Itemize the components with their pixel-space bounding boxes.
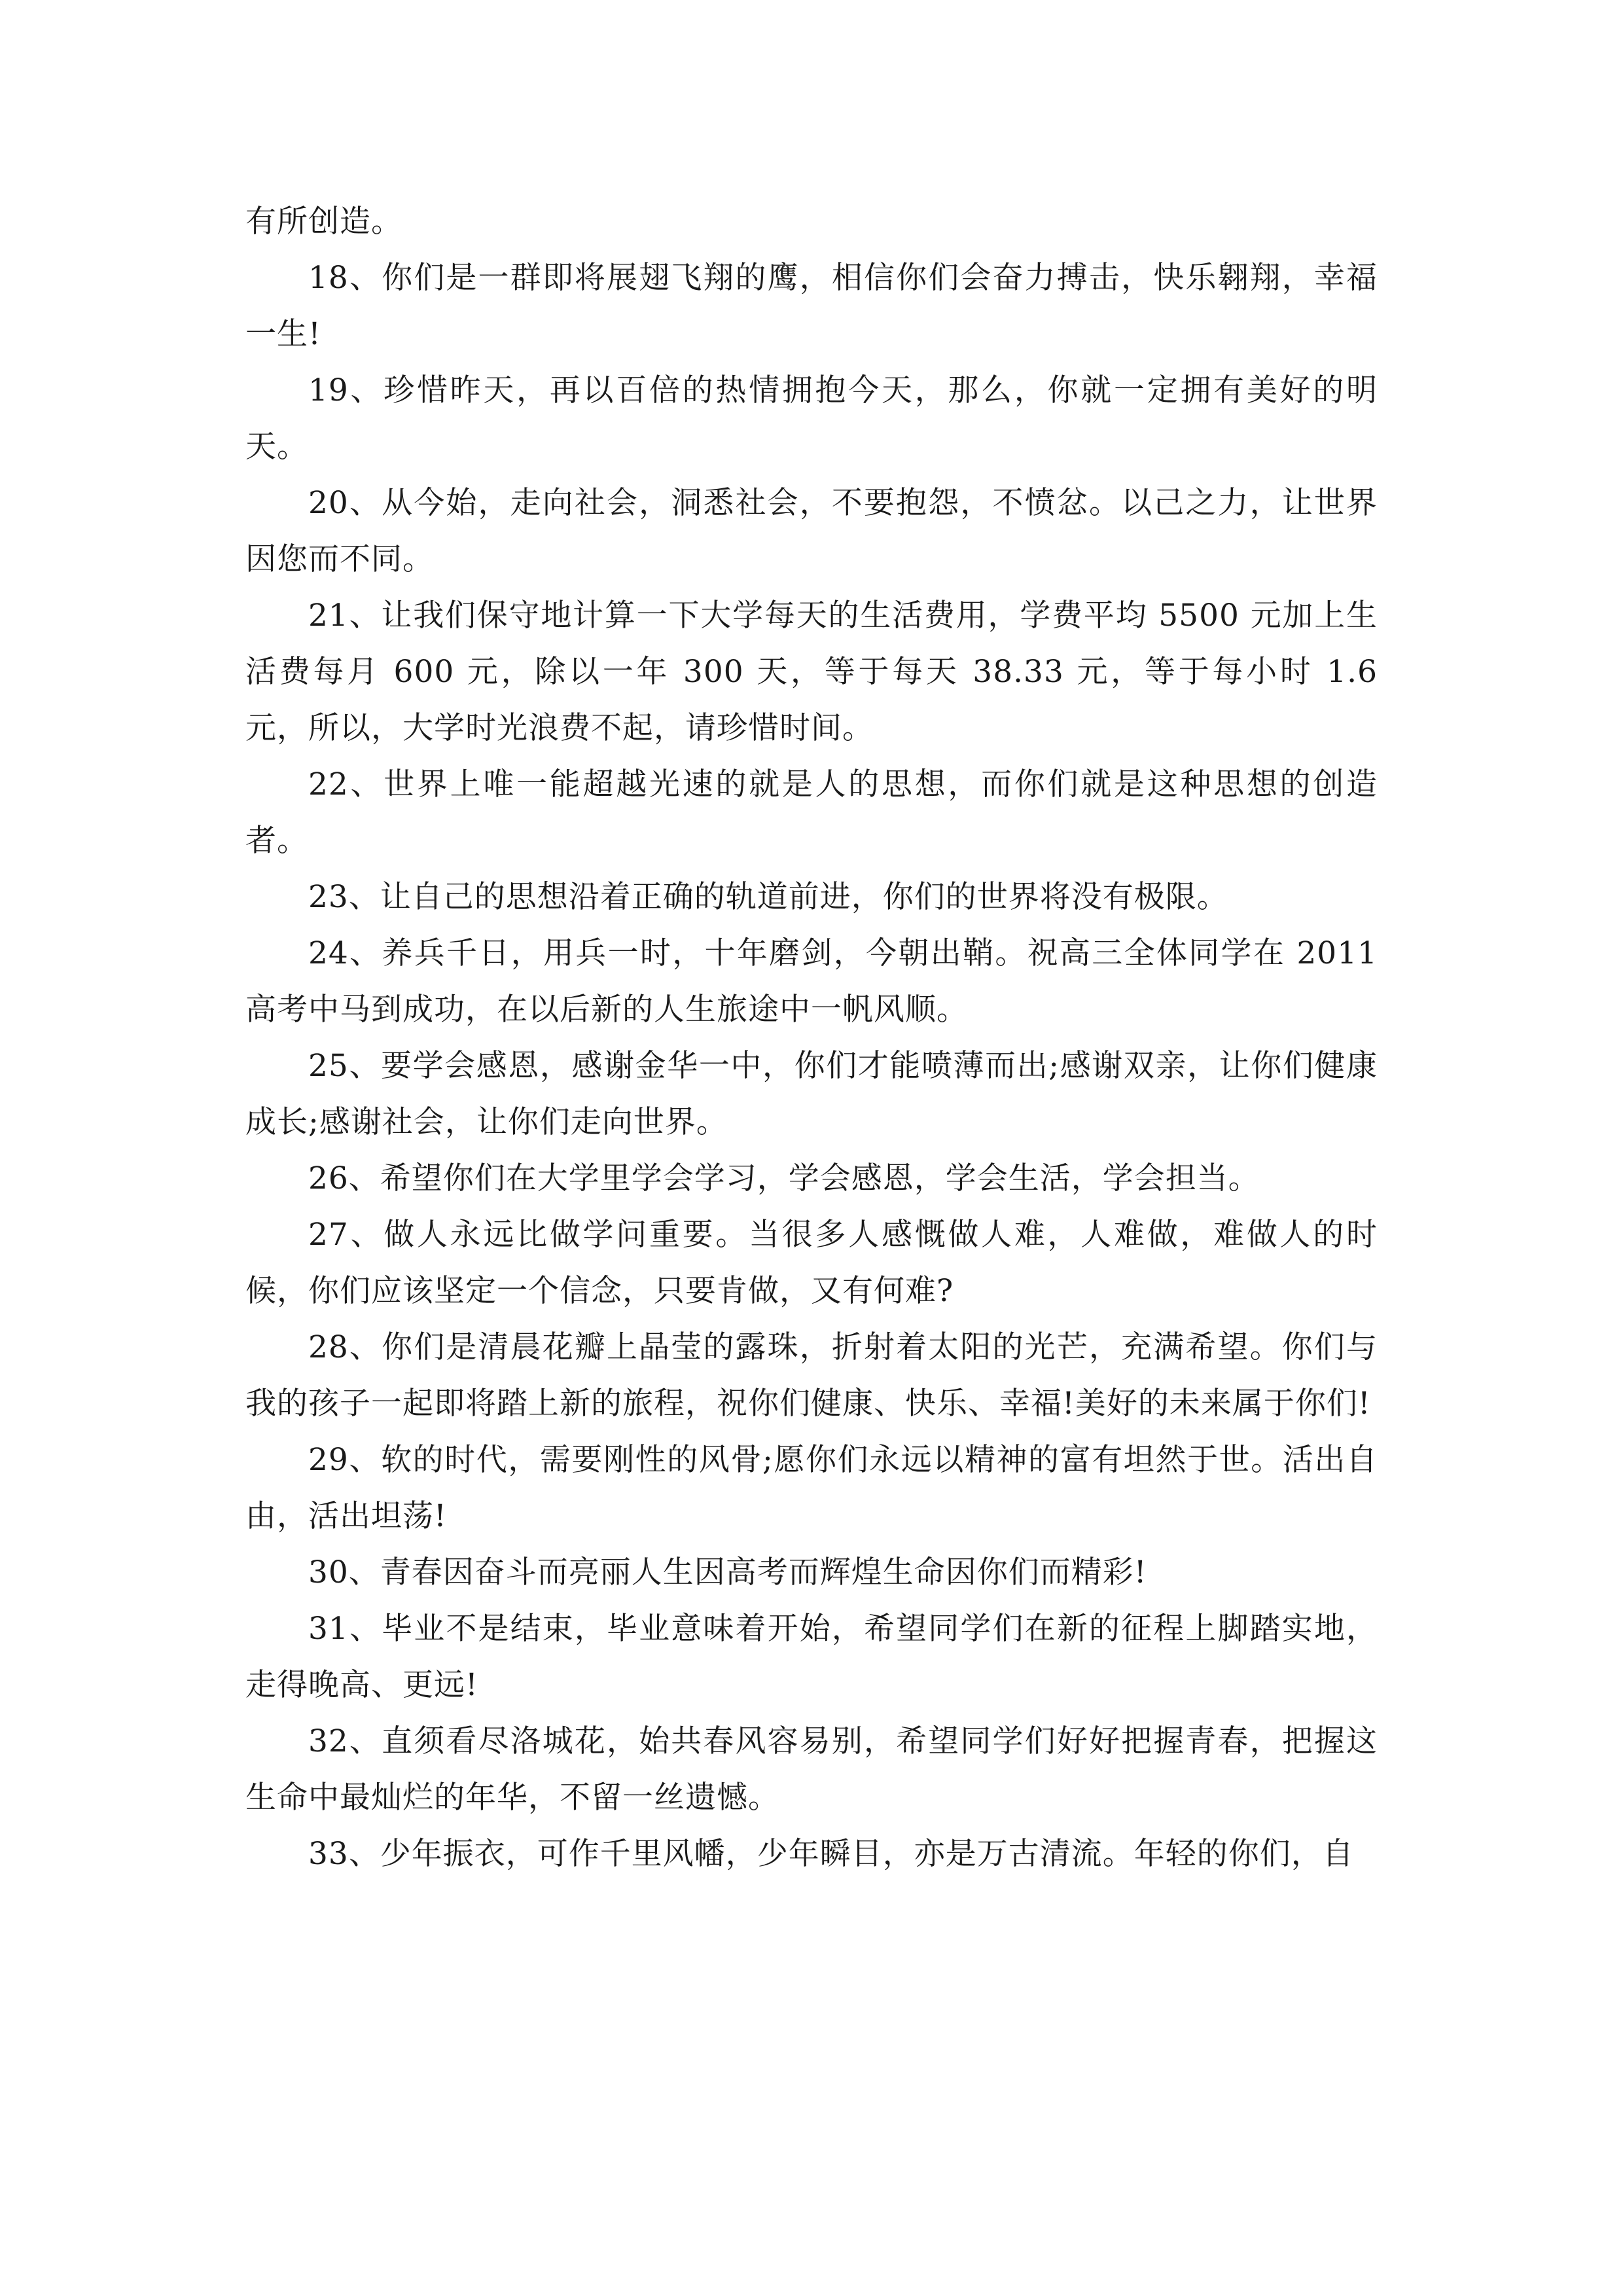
paragraph-33: 33、少年振衣，可作千里风幡，少年瞬目，亦是万古清流。年轻的你们，自 [308, 1836, 1354, 1872]
paragraph-22: 22、世界上唯一能超越光速的就是人的思想，而你们就是这种思想的创造者。 [245, 766, 1378, 859]
document-body [245, 194, 1378, 1882]
paragraph-31: 31、毕业不是结束，毕业意味着开始，希望同学们在新的征程上脚踏实地，走得晚高、更远! [245, 1611, 1378, 1703]
paragraph-20: 20、从今始，走向社会，洞悉社会，不要抱怨，不愤忿。以己之力，让世界因您而不同。 [245, 485, 1378, 577]
paragraph-27: 27、做人永远比做学问重要。当很多人感慨做人难，人难做，难做人的时候，你们应该坚定一个信念，只要肯做，又有何难? [245, 1217, 1378, 1309]
paragraph-18: 18、你们是一群即将展翅飞翔的鹰，相信你们会奋力搏击，快乐翱翔，幸福一生! [245, 260, 1378, 352]
paragraph-25: 25、要学会感恩，感谢金华一中，你们才能喷薄而出;感谢双亲，让你们健康成长;感谢社会，让你们走向世界。 [245, 1048, 1378, 1140]
paragraph-23: 23、让自己的思想沿着正确的轨道前进，你们的世界将没有极限。 [308, 879, 1228, 915]
paragraph-29: 29、软的时代，需要刚性的风骨;愿你们永远以精神的富有坦然于世。活出自由，活出坦荡! [245, 1442, 1378, 1534]
paragraph-30: 30、青春因奋斗而亮丽人生因高考而辉煌生命因你们而精彩! [308, 1554, 1147, 1590]
paragraph-26: 26、希望你们在大学里学会学习，学会感恩，学会生活，学会担当。 [308, 1160, 1260, 1196]
paragraph-19: 19、珍惜昨天，再以百倍的热情拥抱今天，那么，你就一定拥有美好的明天。 [245, 372, 1378, 465]
paragraph-24: 24、养兵千日，用兵一时，十年磨剑，今朝出鞘。祝高三全体同学在 2011 高考中马到成功，在以后新的人生旅途中一帆风顺。 [245, 935, 1378, 1028]
paragraph-32: 32、直须看尽洛城花，始共春风容易别，希望同学们好好把握青春，把握这生命中最灿烂的年华，不留一丝遗憾。 [245, 1723, 1378, 1816]
paragraph-21: 21、让我们保守地计算一下大学每天的生活费用，学费平均 5500 元加上生活费每月 600 元，除以一年 300 天，等于每天 38.33 元，等于每小时 1.6 元，所以，大学时光浪费不起，请珍惜时间。 [245, 598, 1378, 746]
paragraph-28: 28、你们是清晨花瓣上晶莹的露珠，折射着太阳的光芒，充满希望。你们与我的孩子一起即将踏上新的旅程，祝你们健康、快乐、幸福!美好的未来属于你们! [245, 1329, 1378, 1422]
paragraph-continuation: 有所创造。 [245, 204, 402, 240]
